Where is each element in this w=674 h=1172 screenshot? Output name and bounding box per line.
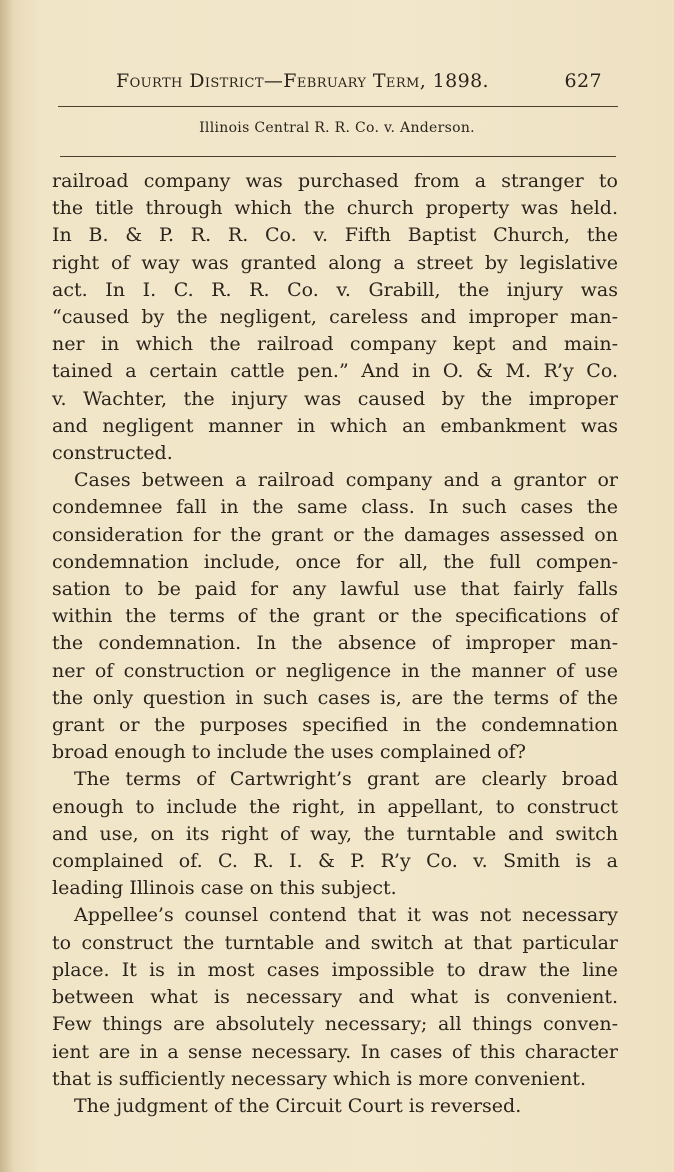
case-subheading: Illinois Central R. R. Co. v. Anderson. (199, 120, 475, 136)
text-line: and use, on its right of way, the turntable and switch (52, 822, 618, 845)
text-line: right of way was granted along a street by legislative (52, 251, 618, 274)
text-line: “caused by the negligent, careless and improper man- (52, 306, 618, 329)
text-line: Cases between a railroad company and a grantor or (74, 469, 618, 492)
text-line: place. It is in most cases impossible to draw the line (52, 958, 618, 981)
binding-shadow (0, 0, 14, 1172)
text-line: In B. & P. R. R. Co. v. Fifth Baptist Church, the (52, 224, 618, 247)
text-line: railroad company was purchased from a stranger to (52, 170, 618, 192)
text-line: enough to include the right, in appellant, to construct (52, 795, 618, 818)
text-line: act. In I. C. R. R. Co. v. Grabill, the injury was (52, 278, 618, 301)
text-line: constructed. (52, 442, 173, 465)
text-line: Few things are absolutely necessary; all things conven- (52, 1013, 618, 1036)
header-rule-top (58, 106, 618, 107)
text-line: condemnation include, once for all, the full compen- (52, 550, 618, 573)
text-line: tained a certain cattle pen.” And in O. & M. R’y Co. (52, 360, 618, 383)
text-line: to construct the turntable and switch at that particular (52, 931, 618, 954)
text-line: and negligent manner in which an embankment was (52, 414, 618, 437)
text-line: grant or the purposes specified in the condemnation (52, 714, 618, 737)
text-line: the only question in such cases is, are the terms of the (52, 686, 618, 709)
text-line: Appellee’s counsel contend that it was not necessary (74, 904, 618, 927)
text-line: condemnee fall in the same class. In such cases the (52, 496, 618, 519)
text-line: ient are in a sense necessary. In cases of this character (52, 1040, 618, 1063)
text-line: leading Illinois case on this subject. (52, 877, 397, 900)
page-number: 627 (564, 70, 602, 92)
text-line: The terms of Cartwright’s grant are clearly broad (74, 768, 618, 791)
text-line: broad enough to include the uses complained of? (52, 741, 526, 764)
text-line: sation to be paid for any lawful use that fairly falls (52, 578, 618, 601)
text-line: within the terms of the grant or the specifications of (52, 605, 618, 628)
text-line: consideration for the grant or the damages assessed on (52, 523, 618, 546)
body-text (52, 168, 618, 1120)
text-line: the condemnation. In the absence of improper man- (52, 632, 618, 655)
running-header-title: Fourth District—February Term, 1898. (116, 70, 489, 92)
text-line: ner in which the railroad company kept and main- (52, 333, 618, 356)
running-header (116, 70, 602, 92)
text-line: that is sufficiently necessary which is more convenient. (52, 1067, 586, 1090)
text-line: complained of. C. R. I. & P. R’y Co. v. Smith is a (52, 850, 618, 873)
text-line: The judgment of the Circuit Court is reversed. (74, 1094, 522, 1117)
text-line: between what is necessary and what is convenient. (52, 986, 618, 1009)
text-line: v. Wachter, the injury was caused by the improper (52, 387, 618, 410)
header-rule-bottom (60, 156, 616, 157)
text-line: the title through which the church property was held. (52, 197, 618, 220)
text-line: ner of construction or negligence in the manner of use (52, 659, 618, 682)
